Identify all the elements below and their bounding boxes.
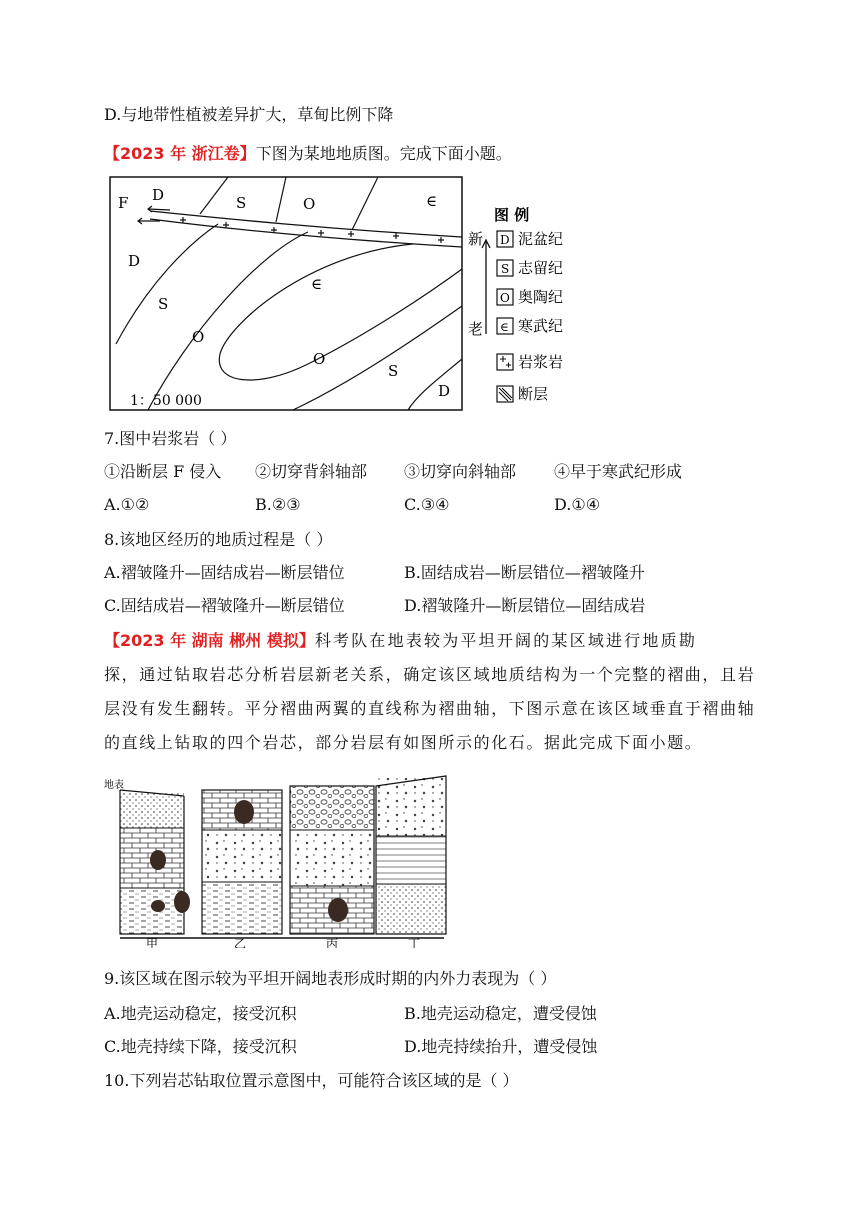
fossil-trilobite-icon: [328, 898, 348, 922]
q7-option-c[interactable]: C.③④: [404, 495, 450, 514]
svg-text:断层: 断层: [518, 385, 549, 403]
section2-intro-line1: 科考队在地表较为平坦开阔的某区域进行地质勘: [314, 631, 698, 650]
fossil-brachiopod-icon: [151, 900, 165, 912]
section1-intro: 下图为某地地质图。完成下面小题。: [255, 144, 512, 163]
legend-item-cambrian: [497, 317, 563, 335]
core-label: 乙: [234, 937, 247, 948]
section2-intro-line4: 的直线上钻取的四个岩芯，部分岩层有如图所示的化石。据此完成下面小题。: [104, 733, 703, 752]
q6-option-d: D.与地带性植被差异扩大，草甸比例下降: [104, 105, 394, 124]
legend-new: 新: [468, 230, 484, 248]
legend-old: 老: [468, 320, 484, 338]
q7-option-b[interactable]: B.②③: [255, 495, 301, 514]
legend-item-fault: [497, 385, 548, 403]
stratum-label: D: [438, 382, 451, 400]
stratum-label: ∈: [311, 275, 323, 293]
q9-option-b[interactable]: B.地壳运动稳定，遭受侵蚀: [404, 1004, 597, 1023]
fossil-ammonite-icon: [174, 891, 190, 913]
q7-statement: ①沿断层 F 侵入: [104, 462, 222, 481]
legend-item-silurian: [497, 259, 563, 277]
section2-intro-line3: 层没有发生翻转。平分褶曲两翼的直线称为褶曲轴，下图示意在该区域垂直于褶曲轴: [104, 699, 756, 718]
geologic-map: [108, 174, 588, 414]
q8-option-c[interactable]: C.固结成岩—褶皱隆升—断层错位: [104, 596, 345, 615]
q9-option-a[interactable]: A.地壳运动稳定，接受沉积: [104, 1004, 297, 1023]
section1-source: 【2023 年 浙江卷】: [104, 144, 256, 163]
core-bing: [290, 786, 374, 934]
q9-option-d[interactable]: D.地壳持续抬升，遭受侵蚀: [404, 1037, 598, 1056]
q7-option-d[interactable]: D.①④: [554, 495, 601, 514]
q7-option-a[interactable]: A.①②: [104, 495, 150, 514]
q9-stem: 9.该区域在图示较为平坦开阔地表形成时期的内外力表现为（ ）: [104, 969, 557, 988]
fossil-trilobite-icon: [234, 800, 254, 824]
core-label: 甲: [146, 937, 159, 948]
fossil-trilobite-icon: [150, 850, 166, 870]
core-label: 丁: [408, 937, 421, 948]
map-scale: 1：50 000: [130, 393, 202, 409]
svg-text:志留纪: 志留纪: [518, 259, 564, 277]
legend-item-ordovician: [497, 288, 563, 306]
stratum-label: S: [158, 295, 169, 313]
q8-option-b[interactable]: B.固结成岩—断层错位—褶皱隆升: [404, 563, 645, 582]
core-label: 丙: [326, 937, 339, 948]
stratum-label: O: [192, 328, 205, 346]
q8-option-a[interactable]: A.褶皱隆升—固结成岩—断层错位: [104, 563, 345, 582]
q10-stem: 10.下列岩芯钻取位置示意图中，可能符合该区域的是（ ）: [104, 1071, 519, 1090]
svg-text:S: S: [501, 262, 510, 276]
q8-option-d[interactable]: D.褶皱隆升—断层错位—固结成岩: [404, 596, 646, 615]
core-yi: [202, 790, 282, 934]
svg-text:∈: ∈: [500, 320, 509, 334]
arrow-up-icon: [482, 240, 490, 334]
surface-label: 地表: [104, 780, 124, 791]
q8-stem: 8.该地区经历的地质过程是（ ）: [104, 530, 333, 549]
stratum-label: O: [313, 350, 326, 368]
q7-statement: ②切穿背斜轴部: [255, 462, 368, 481]
section2-source: 【2023 年 湖南 郴州 模拟】: [104, 631, 315, 650]
stratum-label: S: [388, 362, 399, 380]
core-ding: [376, 776, 446, 934]
svg-text:O: O: [500, 291, 510, 305]
section1-header: [104, 143, 512, 165]
stratum-label: O: [303, 195, 316, 213]
magma-plus-signs: [180, 217, 444, 243]
core-jia: [120, 790, 190, 934]
section2-header: [104, 630, 697, 652]
legend-item-devonian: [497, 230, 563, 248]
legend-item-magma: [497, 353, 563, 371]
q7-stem: 7.图中岩浆岩（ ）: [104, 429, 237, 448]
legend-title: 图 例: [494, 206, 530, 224]
q7-statement: ③切穿向斜轴部: [404, 462, 517, 481]
svg-text:寒武纪: 寒武纪: [518, 317, 564, 335]
section2-intro-line2: 探，通过钻取岩芯分析岩层新老关系，确定该区域地质结构为一个完整的褶曲，且岩: [104, 665, 756, 684]
stratum-label: D: [128, 252, 141, 270]
fault-label: F: [118, 194, 129, 212]
q7-statement: ④早于寒武纪形成: [554, 462, 683, 481]
svg-text:奥陶纪: 奥陶纪: [518, 288, 564, 306]
rock-core-figure: [104, 768, 456, 948]
svg-text:泥盆纪: 泥盆纪: [518, 230, 564, 248]
stratum-label: ∈: [426, 192, 438, 210]
stratum-label: D: [152, 186, 165, 204]
q9-option-c[interactable]: C.地壳持续下降，接受沉积: [104, 1037, 297, 1056]
svg-text:D: D: [500, 233, 510, 247]
svg-text:岩浆岩: 岩浆岩: [518, 353, 564, 371]
stratum-label: S: [236, 194, 247, 212]
